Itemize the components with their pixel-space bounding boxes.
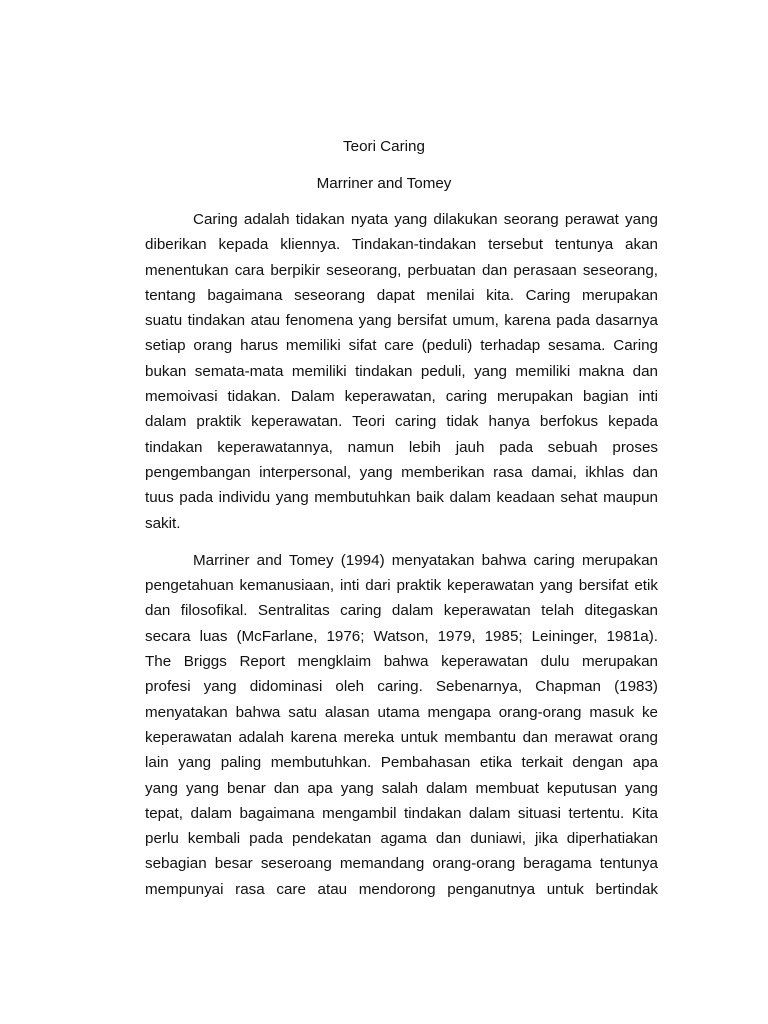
paragraph-2 — [145, 548, 658, 902]
paragraph-1 — [145, 207, 658, 536]
document-body — [145, 207, 658, 902]
paragraph-line: keperawatan adalah karena mereka untuk membantu dan merawat orang — [145, 728, 658, 746]
paragraph-line: lain yang paling membutuhkan. Pembahasan etika terkait dengan apa — [145, 754, 658, 772]
paragraph-line: suatu tindakan atau fenomena yang bersifat umum, karena pada dasarnya — [145, 312, 658, 330]
paragraph-line: tindakan keperawatannya, namun lebih jauh pada sebuah proses — [145, 438, 658, 456]
document-subtitle: Marriner and Tomey — [316, 175, 452, 192]
paragraph-line: bukan semata-mata memiliki tindakan peduli, yang memiliki makna dan — [145, 362, 658, 380]
paragraph-line: tuus pada individu yang membutuhkan baik dalam keadaan sehat maupun — [145, 489, 658, 507]
paragraph-line: tepat, dalam bagaimana mengambil tindakan dalam situasi tertentu. Kita — [145, 804, 658, 822]
paragraph-line: sakit. — [145, 514, 181, 532]
paragraph-line: mempunyai rasa care atau mendorong penganutnya untuk bertindak — [145, 880, 658, 898]
paragraph-line: dalam praktik keperawatan. Teori caring tidak hanya berfokus kepada — [145, 413, 658, 431]
paragraph-line: Marriner and Tomey (1994) menyatakan bahwa caring merupakan — [193, 551, 658, 569]
paragraph-line: menyatakan bahwa satu alasan utama mengapa orang-orang masuk ke — [145, 703, 658, 721]
paragraph-line: memoivasi tidakan. Dalam keperawatan, caring merupakan bagian inti — [145, 388, 658, 406]
paragraph-line: secara luas (McFarlane, 1976; Watson, 1979, 1985; Leininger, 1981a). — [145, 627, 658, 645]
paragraph-line: menentukan cara berpikir seseorang, perbuatan dan perasaan seseorang, — [145, 261, 658, 279]
paragraph-line: diberikan kepada kliennya. Tindakan-tindakan tersebut tentunya akan — [145, 236, 658, 254]
paragraph-line: dan filosofikal. Sentralitas caring dalam keperawatan telah ditegaskan — [145, 602, 658, 620]
paragraph-line: sebagian besar seseroang memandang orang-orang beragama tentunya — [145, 855, 658, 873]
paragraph-line: pengetahuan kemanusiaan, inti dari praktik keperawatan yang bersifat etik — [145, 577, 658, 595]
paragraph-line: profesi yang didominasi oleh caring. Sebenarnya, Chapman (1983) — [145, 678, 658, 696]
paragraph-line: setiap orang harus memiliki sifat care (peduli) terhadap sesama. Caring — [145, 337, 658, 355]
paragraph-line: Caring adalah tidakan nyata yang dilakukan seorang perawat yang — [193, 211, 658, 228]
paragraph-line: yang yang benar dan apa yang salah dalam membuat keputusan yang — [145, 779, 658, 797]
paragraph-line: pengembangan interpersonal, yang memberikan rasa damai, ikhlas dan — [145, 463, 658, 481]
paragraph-line: The Briggs Report mengklaim bahwa keperawatan dulu merupakan — [145, 653, 658, 671]
paragraph-line: perlu kembali pada pendekatan agama dan duniawi, jika diperhatiakan — [145, 830, 658, 848]
paragraph-line: tentang bagaimana seseorang dapat menilai kita. Caring merupakan — [145, 286, 658, 304]
document-title: Teori Caring — [343, 138, 425, 155]
